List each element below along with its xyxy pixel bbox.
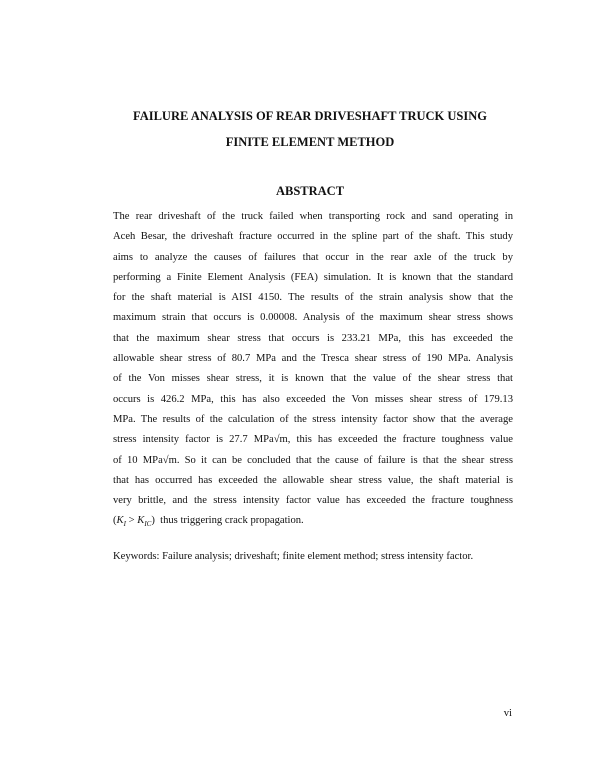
abstract-last-line <box>113 511 513 534</box>
k-symbol: K <box>116 515 124 527</box>
abstract-line: MPa. The results of the calculation of the stress intensity factor show that the average <box>113 413 513 425</box>
inequality-k-i <box>116 515 126 529</box>
abstract-body <box>113 207 513 535</box>
abstract-line: very brittle, and the stress intensity factor value has exceeded the fracture toughness <box>113 495 513 507</box>
abstract-line: aims to analyze the causes of failures that occur in the rear axle of the truck by <box>113 251 513 263</box>
abstract-line: that has occurred has exceeded the allowable shear stress value, the shaft material is <box>113 474 513 486</box>
abstract-line: Aceh Besar, the driveshaft fracture occurred in the spline part of the shaft. This study <box>113 231 513 243</box>
abstract-line: of the Von misses shear stress, it is known that the value of the shear stress that <box>113 373 513 385</box>
abstract-line: occurs is 426.2 MPa, this has also exceeded the Von misses shear stress of 179.13 <box>113 393 513 405</box>
abstract-line: maximum strain that occurs is 0.00008. Analysis of the maximum shear stress shows <box>113 312 513 324</box>
abstract-line: The rear driveshaft of the truck failed when transporting rock and sand operating in <box>113 211 513 222</box>
greater-than: > <box>125 515 138 527</box>
document-title-line-2: FINITE ELEMENT METHOD <box>225 135 395 149</box>
paren-open: ( <box>113 515 117 527</box>
abstract-line: that the maximum shear stress that occurs is 233.21 MPa, this has exceeded the <box>113 332 513 344</box>
keywords: Keywords: Failure analysis; driveshaft; finite element method; stress intensity factor. <box>113 551 474 562</box>
document-title-line-1: FAILURE ANALYSIS OF REAR DRIVESHAFT TRUCK USING <box>132 109 487 123</box>
abstract-line: for the shaft material is AISI 4150. The results of the strain analysis show that the <box>113 292 513 304</box>
abstract-line: of 10 MPa√m. So it can be concluded that the cause of failure is that the shear stress <box>113 454 513 466</box>
abstract-heading: ABSTRACT <box>275 184 345 198</box>
last-line-text: thus triggering crack propagation. <box>154 515 304 527</box>
k-symbol: K <box>137 515 145 527</box>
abstract-line: performing a Finite Element Analysis (FEA) simulation. It is known that the standard <box>113 271 513 283</box>
k-subscript-ic: IC <box>144 520 152 529</box>
inequality-k-ic <box>137 515 152 529</box>
k-subscript-i: I <box>123 520 126 529</box>
abstract-line: allowable shear stress of 80.7 MPa and the Tresca shear stress of 190 MPa. Analysis <box>113 353 513 365</box>
abstract-line: stress intensity factor is 27.7 MPa√m, this has exceeded the fracture toughness value <box>113 434 513 446</box>
page-number: vi <box>503 708 512 719</box>
paren-close: ) <box>151 515 155 527</box>
